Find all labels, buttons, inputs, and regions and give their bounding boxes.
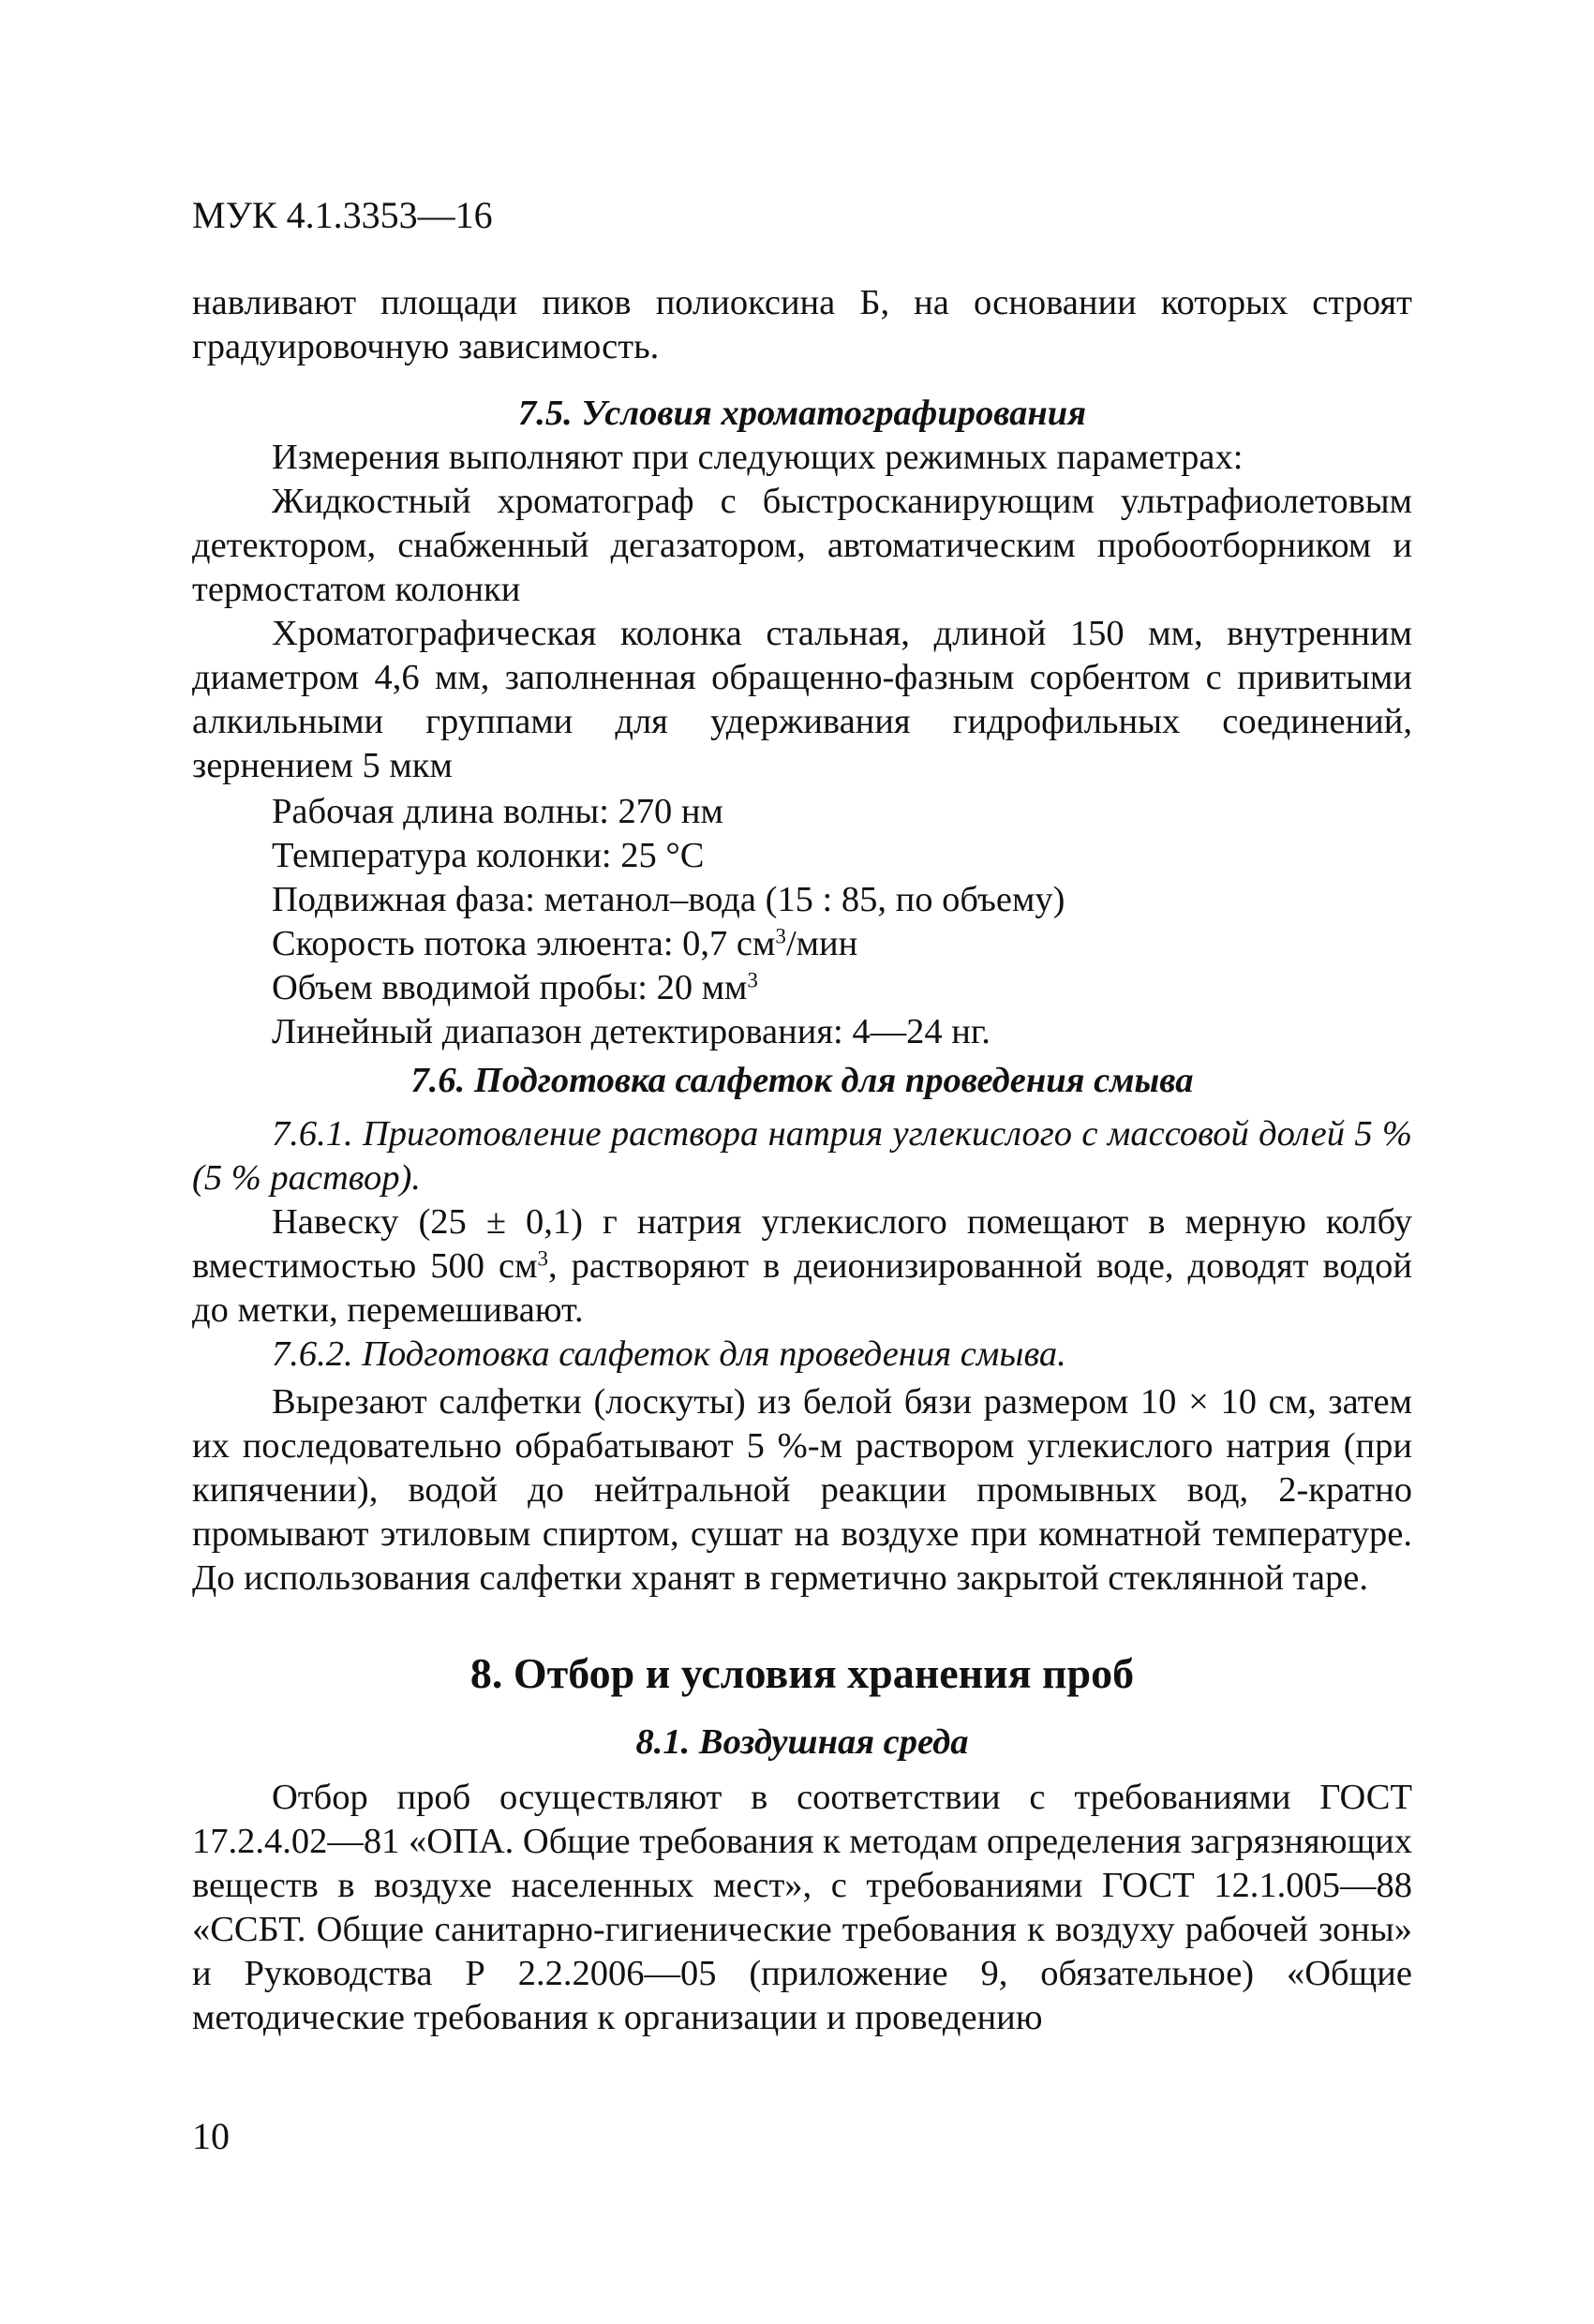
intro-paragraph (192, 281, 1412, 369)
param-temperature: Температура колонки: 25 °С (272, 836, 705, 875)
param-flow-rate (272, 922, 1412, 966)
section-7-6-2-text: Вырезают салфетки (лоскуты) из белой бязи размером 10 × 10 см, затем их последовательно обрабатывают 5 %-м раствором углекислого натрия (при кипячении), водой до нейтральной реакции промывных вод, 2-кратно промывают этиловым спиртом, сушат на воздухе при комнатной температуре. До использования салфетки хранят в герметично закрытой стеклянной таре. (192, 1382, 1412, 1598)
param-injection-volume (272, 966, 1412, 1010)
section-7-6-1-sup: 3 (537, 1245, 548, 1271)
column-description: Хроматографическая колонка стальная, длиной 150 мм, внутренним диаметром 4,6 мм, заполненная обращенно-фазным сорбентом с привитыми алкильными группами для удерживания гидрофильных соединений, зернением 5 мкм (192, 614, 1412, 785)
chromatograph-description: Жидкостный хроматограф с быстросканирующим ультрафиолетовым детектором, снабженный дегазатором, автоматическим пробоотборником и термостатом колонки (192, 482, 1412, 609)
param-wavelength: Рабочая длина волны: 270 нм (272, 792, 723, 831)
section-7-6-1-text-a: Навеску (25 ± 0,1) г натрия углекислого помещают в мерную колбу вместимостью 500 см (192, 1202, 1412, 1286)
section-7-6-1-title: 7.6.1. Приготовление раствора натрия углекислого с массовой долей 5 % (5 % раствор). (192, 1114, 1412, 1198)
section-7-6-1-text (192, 1200, 1412, 1333)
param-injection-volume-sup: 3 (747, 967, 758, 992)
section-8-title: 8. Отбор и условия хранения проб (469, 1649, 1135, 1697)
section-7-6 (192, 1059, 1412, 1601)
param-linear-range: Линейный диапазон детектирования: 4—24 нг. (272, 1012, 991, 1051)
section-8-1-title: 8.1. Воздушная среда (635, 1722, 969, 1762)
param-mobile-phase: Подвижная фаза: метанол–вода (15 : 85, по объему) (272, 880, 1065, 919)
section-7-6-1-text-b: , растворяют в деионизированной воде, доводят водой до метки, перемешивают. (192, 1246, 1412, 1330)
param-flow-rate-sup: 3 (775, 923, 786, 948)
running-header: МУК 4.1.3353—16 (192, 194, 493, 236)
page-number: 10 (192, 2115, 230, 2157)
section-7-5 (192, 392, 1412, 1054)
section-8-1-text: Отбор проб осуществляют в соответствии с требованиями ГОСТ 17.2.4.02—81 «ОПА. Общие требования к методам определения загрязняющих веществ в воздухе населенных мест», с требованиями ГОСТ 12.1.005—88 «ССБТ. Общие санитарно-гигиенические требования к воздуху рабочей зоны» и Руководства Р 2.2.2006—05 (приложение 9, обязательное) «Общие методические требования к организации и проведению (192, 1778, 1412, 2037)
section-7-6-title: 7.6. Подготовка салфеток для проведения смыва (410, 1061, 1194, 1100)
param-flow-rate-unit: /мин (785, 924, 858, 963)
section-7-5-title: 7.5. Условия хроматографирования (517, 394, 1087, 433)
intro-text: навливают площади пиков полиоксина Б, на основании которых строят градуировочную зависимость. (192, 283, 1412, 366)
section-8-1 (192, 1721, 1412, 2040)
param-injection-volume-text: Объем вводимой пробы: 20 мм (272, 968, 748, 1007)
section-7-6-2-title: 7.6.2. Подготовка салфеток для проведения смыва. (272, 1334, 1066, 1374)
param-flow-rate-text: Скорость потока элюента: 0,7 см (272, 924, 776, 963)
section-7-5-lead: Измерения выполняют при следующих режимных параметрах: (272, 438, 1244, 477)
